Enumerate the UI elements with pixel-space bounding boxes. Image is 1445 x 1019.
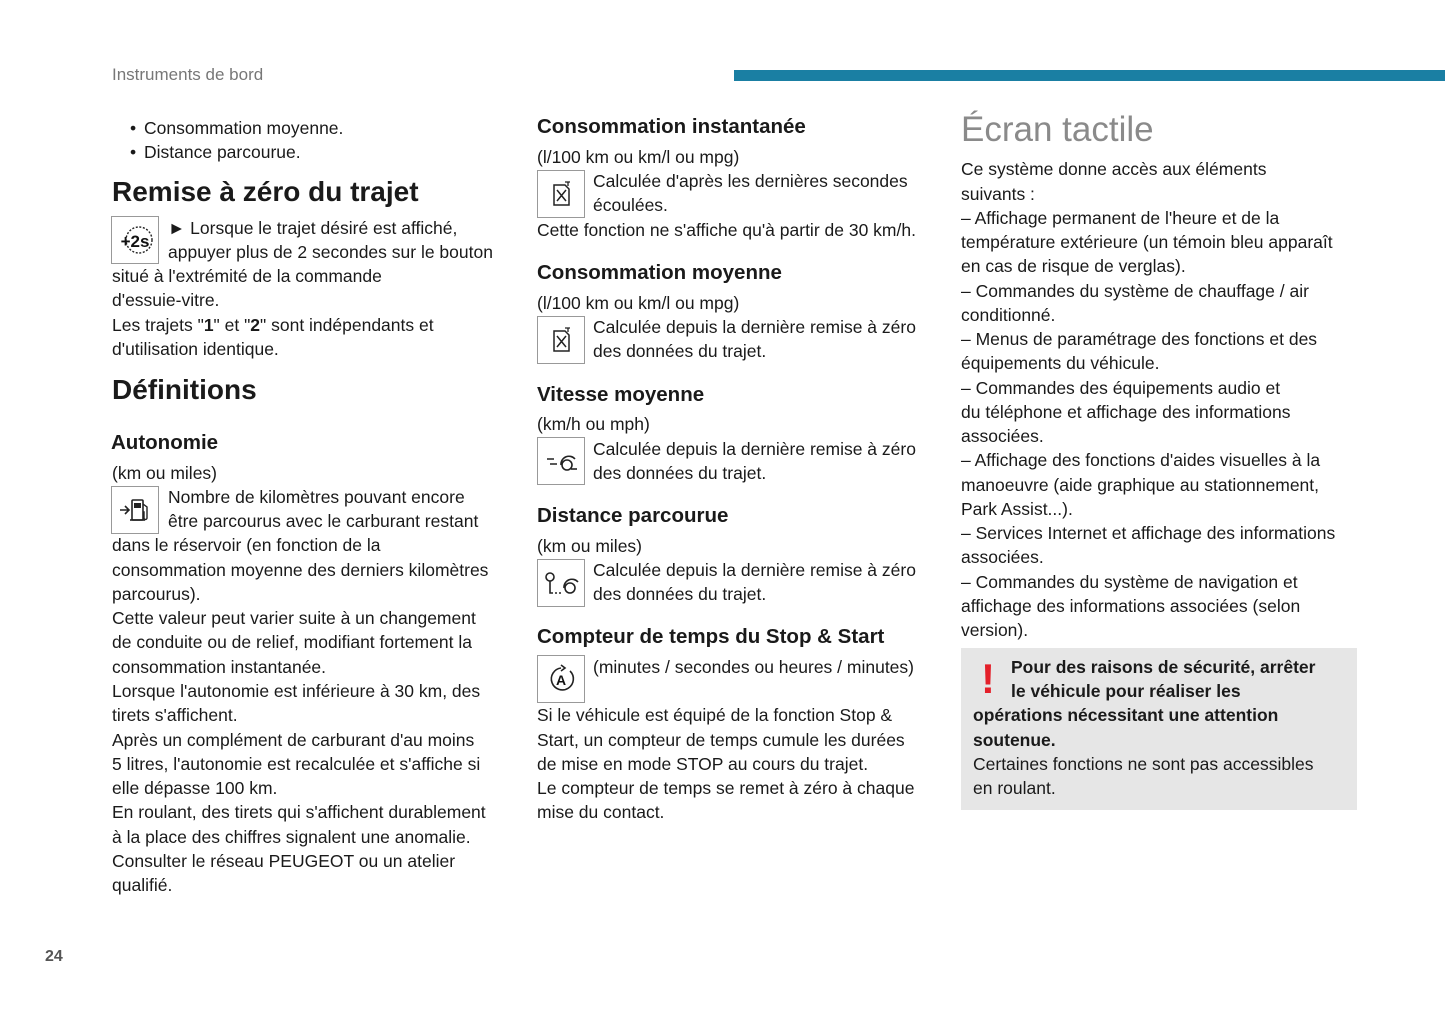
vit-line: des données du trajet. bbox=[593, 463, 767, 483]
autonomie-line: qualifié. bbox=[112, 875, 173, 895]
safety-warning-box bbox=[961, 648, 1357, 810]
definitions-title: Définitions bbox=[112, 374, 257, 405]
autonomie-line: à la place des chiffres signalent une anomalie. bbox=[112, 827, 471, 847]
ecran-line: en cas de risque de verglas). bbox=[961, 256, 1186, 276]
ecran-line: – Commandes des équipements audio et bbox=[961, 378, 1281, 398]
bullet-item: • Consommation moyenne. bbox=[144, 116, 343, 140]
average-consumption-icon bbox=[537, 316, 585, 364]
page-number: 24 bbox=[45, 948, 63, 965]
remise-line: d'utilisation identique. bbox=[112, 339, 279, 359]
stop-start-icon bbox=[537, 655, 585, 703]
dist-unit: (km ou miles) bbox=[537, 536, 643, 556]
ecran-line: du téléphone et affichage des informations bbox=[961, 402, 1291, 422]
reset-icon-label: +2s bbox=[120, 232, 150, 251]
remise-line: situé à l'extrémité de la commande bbox=[112, 266, 382, 286]
dist-title: Distance parcourue bbox=[537, 504, 729, 527]
bullet-item: • Distance parcourue. bbox=[144, 140, 301, 164]
average-speed-icon bbox=[537, 437, 585, 485]
warning-bold-line: Pour des raisons de sécurité, arrêter bbox=[1011, 657, 1316, 677]
moy-line: Calculée depuis la dernière remise à zéro bbox=[593, 317, 916, 337]
ecran-line: affichage des informations associées (selon bbox=[961, 596, 1301, 616]
autonomie-line: Cette valeur peut varier suite à un changement bbox=[112, 608, 476, 628]
ecran-line: – Affichage des fonctions d'aides visuelles à la bbox=[961, 450, 1321, 470]
remise-line: ► Lorsque le trajet désiré est affiché, bbox=[168, 218, 458, 238]
ecran-line: – Menus de paramétrage des fonctions et des bbox=[961, 329, 1318, 349]
remise-line: d'essuie-vitre. bbox=[112, 290, 220, 310]
ecran-line: – Commandes du système de navigation et bbox=[961, 572, 1298, 592]
stop-unit: (minutes / secondes ou heures / minutes) bbox=[593, 657, 914, 677]
remise-line: appuyer plus de 2 secondes sur le bouton bbox=[168, 242, 493, 262]
stop-line: Si le véhicule est équipé de la fonction Stop & bbox=[537, 705, 893, 725]
fuel-range-icon bbox=[111, 486, 159, 534]
ecran-line: associées. bbox=[961, 547, 1044, 567]
stop-title: Compteur de temps du Stop & Start bbox=[537, 625, 885, 648]
running-header: Instruments de bord bbox=[112, 65, 264, 84]
autonomie-line: parcourus). bbox=[112, 584, 201, 604]
dist-line: des données du trajet. bbox=[593, 584, 767, 604]
autonomie-unit: (km ou miles) bbox=[112, 463, 218, 483]
autonomie-line: tirets s'affichent. bbox=[112, 705, 238, 725]
vit-unit: (km/h ou mph) bbox=[537, 414, 650, 434]
ecran-line: – Commandes du système de chauffage / air bbox=[961, 281, 1309, 301]
ecran-tactile-title: Écran tactile bbox=[961, 110, 1154, 149]
instant-consumption-icon bbox=[537, 170, 585, 218]
header-accent-bar bbox=[734, 70, 1445, 81]
distance-icon bbox=[537, 559, 585, 607]
stop-line: Start, un compteur de temps cumule les durées bbox=[537, 730, 905, 750]
stop-line: Le compteur de temps se remet à zéro à chaque bbox=[537, 778, 915, 798]
warning-line: en roulant. bbox=[973, 778, 1056, 798]
reset-2s-icon bbox=[111, 216, 159, 264]
autonomie-line: elle dépasse 100 km. bbox=[112, 778, 278, 798]
ecran-line: Park Assist...). bbox=[961, 499, 1073, 519]
dist-line: Calculée depuis la dernière remise à zéro bbox=[593, 560, 916, 580]
autonomie-title: Autonomie bbox=[111, 431, 219, 454]
autonomie-line: de conduite ou de relief, modifiant fortement la bbox=[112, 632, 472, 652]
warning-mark-icon: ! bbox=[981, 655, 995, 702]
ecran-line: conditionné. bbox=[961, 305, 1056, 325]
moy-title: Consommation moyenne bbox=[537, 261, 782, 284]
ecran-line: Ce système donne accès aux éléments bbox=[961, 159, 1267, 179]
ecran-line: – Services Internet et affichage des informations bbox=[961, 523, 1336, 543]
autonomie-line: Nombre de kilomètres pouvant encore bbox=[168, 487, 465, 507]
autonomie-line: consommation instantanée. bbox=[112, 657, 327, 677]
warning-bold-line: soutenue. bbox=[973, 730, 1056, 750]
stop-line: mise du contact. bbox=[537, 802, 665, 822]
remise-title: Remise à zéro du trajet bbox=[112, 176, 419, 207]
warning-line: Certaines fonctions ne sont pas accessibles bbox=[973, 754, 1314, 774]
ecran-line: – Affichage permanent de l'heure et de la bbox=[961, 208, 1280, 228]
ecran-line: associées. bbox=[961, 426, 1044, 446]
autonomie-line: Après un complément de carburant d'au moins bbox=[112, 730, 475, 750]
warning-bold-line: opérations nécessitant une attention bbox=[973, 705, 1279, 725]
moy-unit: (l/100 km ou km/l ou mpg) bbox=[537, 293, 740, 313]
autonomie-line: Lorsque l'autonomie est inférieure à 30 km, des bbox=[112, 681, 481, 701]
inst-line: écoulées. bbox=[593, 195, 668, 215]
vit-line: Calculée depuis la dernière remise à zéro bbox=[593, 439, 916, 459]
inst-title: Consommation instantanée bbox=[537, 115, 806, 138]
inst-line: Cette fonction ne s'affiche qu'à partir de 30 km/h. bbox=[537, 220, 916, 240]
ecran-line: température extérieure (un témoin bleu apparaît bbox=[961, 232, 1333, 252]
ecran-line: équipements du véhicule. bbox=[961, 353, 1160, 373]
warning-bold-line: le véhicule pour réaliser les bbox=[1011, 681, 1241, 701]
ecran-line: version). bbox=[961, 620, 1029, 640]
vit-title: Vitesse moyenne bbox=[537, 383, 705, 406]
ecran-line: suivants : bbox=[961, 184, 1035, 204]
moy-line: des données du trajet. bbox=[593, 341, 767, 361]
autonomie-line: consommation moyenne des derniers kilomètres bbox=[112, 560, 489, 580]
stop-start-icon-letter: A bbox=[555, 672, 567, 688]
autonomie-line: dans le réservoir (en fonction de la bbox=[112, 535, 381, 555]
remise-independence-line: Les trajets "1" et "2" sont indépendants et bbox=[112, 315, 434, 335]
ecran-line: manoeuvre (aide graphique au stationnement, bbox=[961, 475, 1320, 495]
inst-unit: (l/100 km ou km/l ou mpg) bbox=[537, 147, 740, 167]
inst-line: Calculée d'après les dernières secondes bbox=[593, 171, 908, 191]
autonomie-line: 5 litres, l'autonomie est recalculée et s'affiche si bbox=[112, 754, 481, 774]
autonomie-line: En roulant, des tirets qui s'affichent durablement bbox=[112, 802, 486, 822]
autonomie-line: Consulter le réseau PEUGEOT ou un atelier bbox=[112, 851, 456, 871]
stop-line: de mise en mode STOP au cours du trajet. bbox=[537, 754, 869, 774]
autonomie-line: être parcourus avec le carburant restant bbox=[168, 511, 479, 531]
